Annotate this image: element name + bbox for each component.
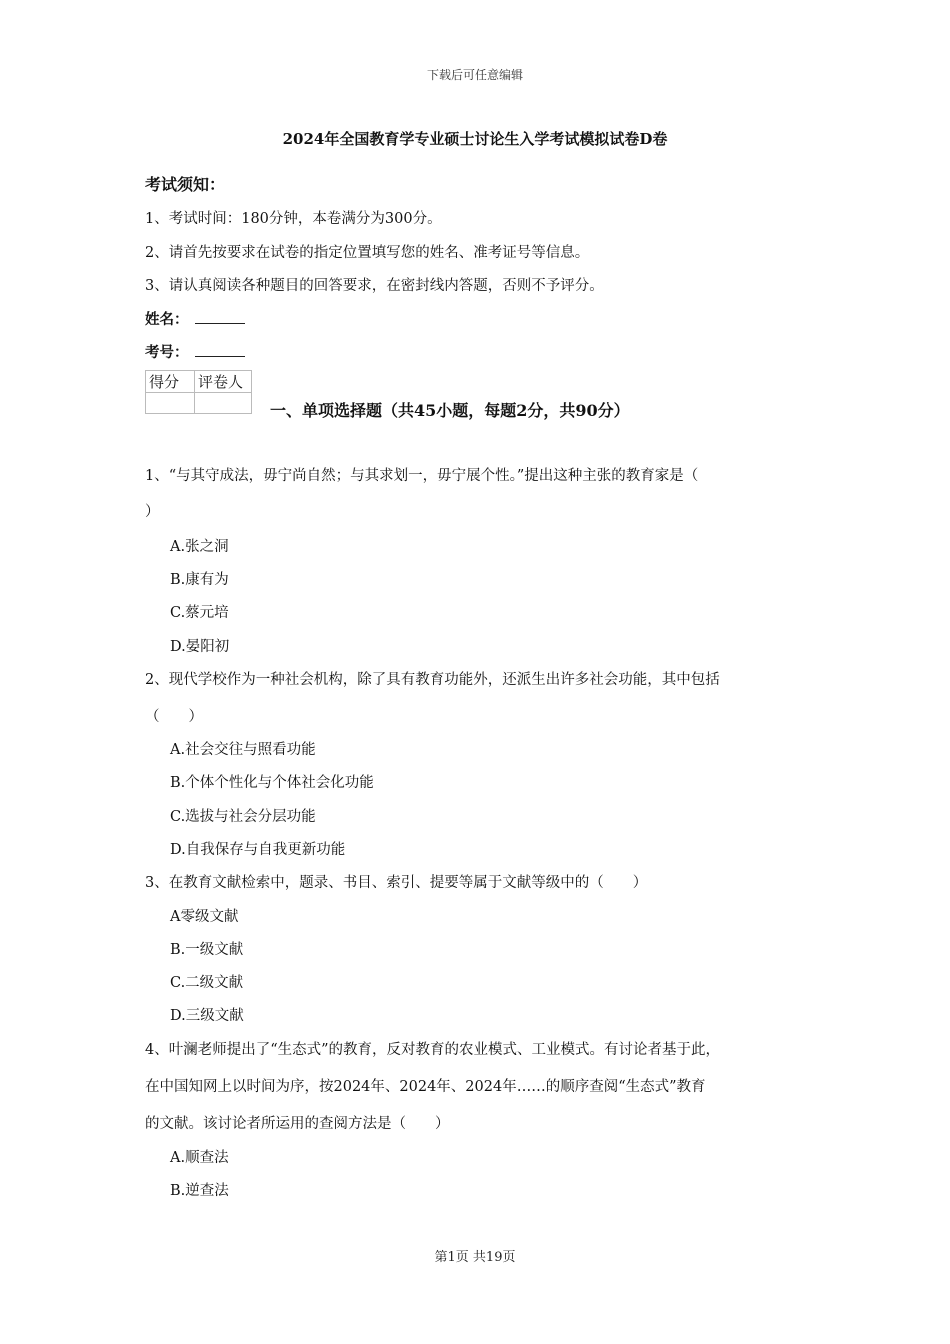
- option: C.选拔与社会分层功能: [170, 809, 316, 825]
- name-blank[interactable]: [195, 311, 245, 324]
- page-footer: 第1页 共19页: [434, 1250, 516, 1265]
- name-label: 姓名：: [145, 311, 189, 328]
- id-field: [145, 341, 245, 362]
- option: A零级文献: [170, 909, 239, 925]
- option: A.张之洞: [170, 539, 229, 555]
- score-cell: [146, 393, 195, 414]
- score-table: [145, 370, 252, 414]
- option: B.个体个性化与个体社会化功能: [170, 775, 374, 791]
- question-text: 的文献。该讨论者所运用的查阅方法是（ ）: [145, 1116, 450, 1132]
- notice-heading: 考试须知：: [145, 175, 226, 194]
- option: A.社会交往与照看功能: [170, 742, 316, 758]
- option: A.顺查法: [170, 1150, 229, 1166]
- option: B.康有为: [170, 572, 229, 588]
- exam-title: 2024年全国教育学专业硕士讨论生入学考试模拟试卷D卷: [282, 130, 668, 148]
- option: C.蔡元培: [170, 605, 229, 621]
- id-label: 考号：: [145, 344, 189, 361]
- question-text: 在中国知网上以时间为序，按2024年、2024年、2024年……的顺序查阅“生态式”教育: [145, 1079, 706, 1095]
- question-text: 3、在教育文献检索中，题录、书目、索引、提要等属于文献等级中的（ ）: [145, 875, 648, 891]
- option: D.自我保存与自我更新功能: [170, 842, 346, 858]
- notice-item: 1、考试时间：180分钟，本卷满分为300分。: [145, 211, 442, 227]
- section-title: 一、单项选择题（共45小题，每题2分，共90分）: [270, 401, 630, 420]
- option: D.晏阳初: [170, 639, 230, 655]
- grader-cell: [195, 393, 252, 414]
- option: B.逆查法: [170, 1183, 229, 1199]
- option: C.二级文献: [170, 975, 244, 991]
- option: D.三级文献: [170, 1008, 244, 1024]
- question-text: 1、“与其守成法，毋宁尚自然；与其求划一，毋宁展个性。”提出这种主张的教育家是（: [145, 468, 699, 484]
- name-field: [145, 308, 245, 329]
- notice-item: 2、请首先按要求在试卷的指定位置填写您的姓名、准考证号等信息。: [145, 245, 590, 261]
- grader-header: 评卷人: [195, 371, 252, 393]
- id-blank[interactable]: [195, 344, 245, 357]
- question-text: （ ）: [145, 709, 203, 725]
- option: B.一级文献: [170, 942, 244, 958]
- notice-item: 3、请认真阅读各种题目的回答要求，在密封线内答题，否则不予评分。: [145, 278, 604, 294]
- question-text: ）: [145, 504, 160, 520]
- page-header: 下载后可任意编辑: [426, 68, 523, 82]
- question-text: 4、叶澜老师提出了“生态式”的教育，反对教育的农业模式、工业模式。有讨论者基于此，: [145, 1042, 721, 1058]
- score-header: 得分: [146, 371, 195, 393]
- question-text: 2、现代学校作为一种社会机构，除了具有教育功能外，还派生出许多社会功能，其中包括: [145, 672, 720, 688]
